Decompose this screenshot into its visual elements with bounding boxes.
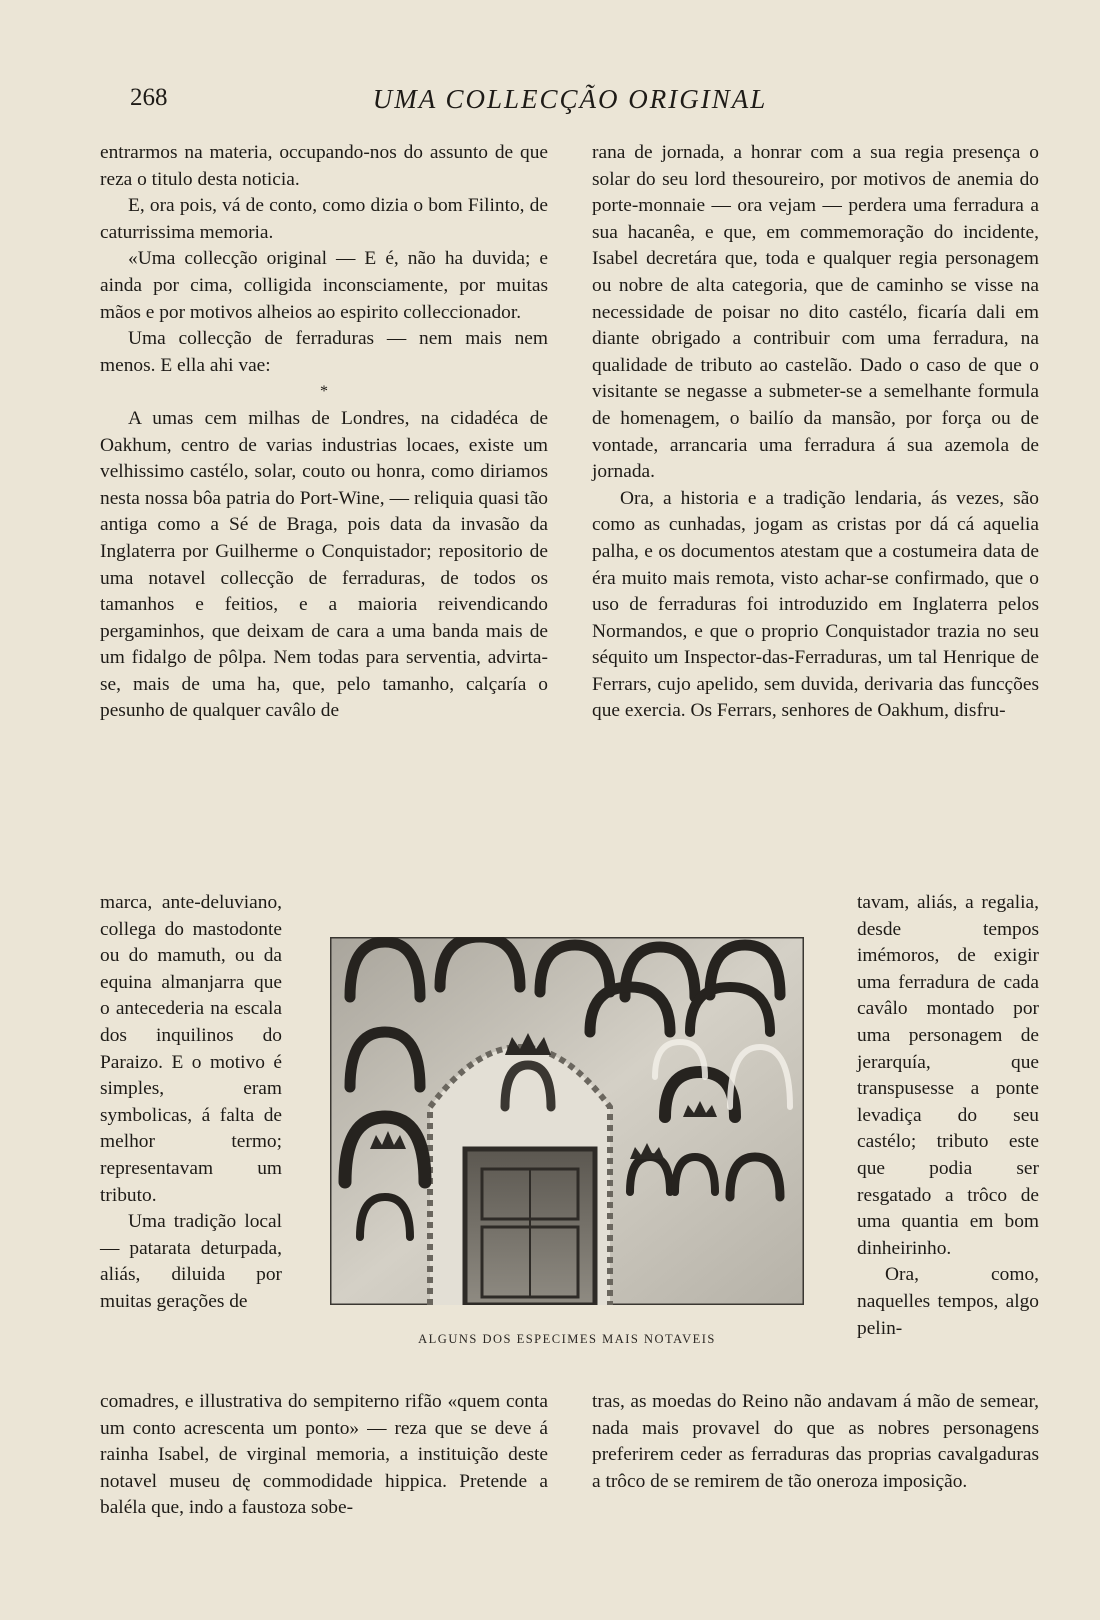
paragraph: E, ora pois, vá de conto, como dizia o bom Filinto, de caturrissima memoria. bbox=[100, 195, 548, 243]
paragraph: Ora, a historia e a tradição lendaria, ás vezes, são como as cunhadas, jogam as cristas por dá cá aquelia palha, e os documentos atestam que a costumeira data de éra muito mais remota, visto achar-se confirmado, que o uso de ferraduras foi introduzido em Inglaterra pelos Normandos, e que o proprio Conquistador trazia no seu séquito um Inspector-das-Ferraduras, um tal Henrique de Ferrars, cujo apelido, sem duvida, derivaria das funcções que exercia. Os Ferrars, senhores de Oakhum, disfru- bbox=[592, 487, 1039, 722]
right-column-top bbox=[592, 140, 1039, 725]
right-column-narrow bbox=[857, 890, 1039, 1342]
paragraph: Uma collecção de ferraduras — nem mais nem menos. E ella ahi vae: bbox=[100, 328, 548, 376]
horseshoe-collection-image bbox=[330, 937, 804, 1305]
paragraph: tavam, aliás, a regalia, desde tempos imémoros, de exigir uma ferradura de cada cavâlo montado por uma personagem de jerarquía, que transpusesse a ponte levadiça do seu castélo; tributo este que podia ser resgatado a trôco de uma quantia em bom dinheirinho. bbox=[857, 892, 1039, 1259]
paragraph: «Uma collecção original — E é, não ha duvida; e ainda por cima, colligida inconsciamente, por muitas mãos e por motivos alheios ao espirito colleccionador. bbox=[100, 248, 548, 323]
paragraph: A umas cem milhas de Londres, na cidadéca de Oakhum, centro de varias industrias locaes, existe um velhissimo castélo, solar, couto ou honra, como diriamos nesta nossa bôa patria do Port-Wine, — reliquia quasi tão antiga como a Sé de Braga, pois data da invasão da Inglaterra por Guilherme o Conquistador; repositorio de uma notavel collecção de ferraduras, de todos os tamanhos e feitios, e a maioria reivendicando pergaminhos, que deixam de cara a uma banda mais de um fidalgo de pôlpa. Nem todas para serventia, advirta-se, mais de uma ha, que, pelo tamanho, calçaría o pesunho de qualquer cavâlo de bbox=[100, 407, 548, 722]
section-separator: * bbox=[320, 383, 328, 401]
paragraph: Ora, como, naquelles tempos, algo pelin- bbox=[857, 1264, 1039, 1339]
paragraph: comadres, e illustrativa do sempiterno rifão «quem conta um conto acrescenta um ponto» — reza que se deve á rainha Isabel, de virginal memoria, a instituição deste notavel museu dę commodidade hippica. Pretende a baléla que, indo a faustoza sobe- bbox=[100, 1391, 548, 1519]
running-title: UMA COLLECÇÃO ORIGINAL bbox=[372, 84, 768, 114]
page-number: 268 bbox=[130, 84, 168, 111]
paragraph: rana de jornada, a honrar com a sua regia presença o solar do seu lord thesoureiro, por motivos de anemia do porte-monnaie — ora vejam — perdera uma ferradura a sua hacanêa, e que, em commemoração do incidente, Isabel decretára que, toda e qualquer regia personagem ou nobre de alta categoria, que de caminho se visse na necessidade de poisar no dito castélo, ficaría dali em diante obrigado a contribuir com uma ferradura, na qualidade de tributo ao castelão. Dado o caso de que o visitante se negasse a submeter-se a semelhante formula de homenagem, o bailío da mansão, por força ou de vontade, arrancaria uma ferradura á sua azemola de jornada. bbox=[592, 142, 1039, 483]
paragraph: tras, as moedas do Reino não andavam á mão de semear, nada mais provavel do que as nobres personagens preferirem ceder as ferraduras das proprias cavalgaduras a trôco de se remirem de tão oneroza imposição. bbox=[592, 1391, 1039, 1492]
figure-caption: ALGUNS DOS ESPECIMES MAIS NOTAVEIS bbox=[418, 1332, 716, 1346]
paragraph: marca, ante-deluviano, collega do mastodonte ou do mamuth, ou da equina almanjarra que o antecederia na escala dos inquilinos do Paraizo. E o motivo é simples, eram symbolicas, á falta de melhor termo; representavam um tributo. bbox=[100, 892, 282, 1206]
left-column-narrow bbox=[100, 890, 282, 1316]
horseshoe-photograph bbox=[330, 937, 804, 1305]
page-header bbox=[100, 84, 1040, 124]
right-column-bottom bbox=[592, 1389, 1039, 1495]
paragraph: Uma tradição local — patarata deturpada, aliás, diluida por muitas gerações de bbox=[100, 1211, 282, 1312]
left-column-top bbox=[100, 140, 548, 725]
left-column-bottom bbox=[100, 1389, 548, 1522]
paragraph: entrarmos na materia, occupando-nos do assunto de que reza o titulo desta noticia. bbox=[100, 142, 548, 190]
